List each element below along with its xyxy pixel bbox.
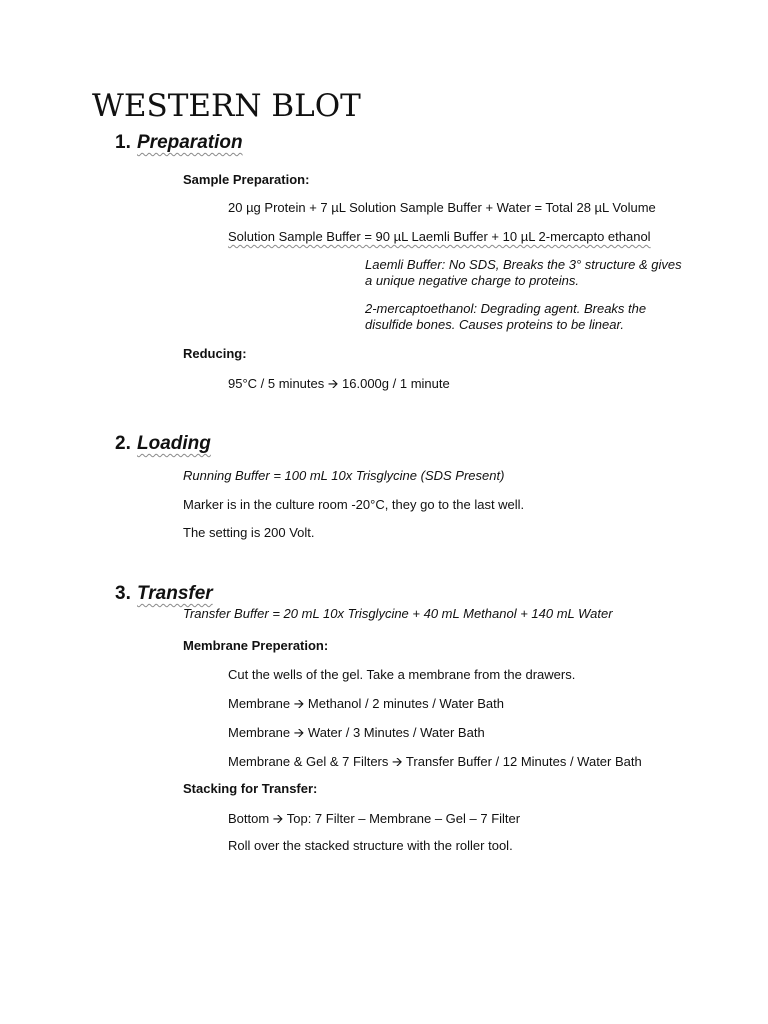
reducing-label: Reducing: [183,346,247,361]
transfer-buffer-line: Transfer Buffer = 20 mL 10x Trisglycine + 40 mL Methanol + 140 mL Water [183,606,613,621]
sample-preparation-label: Sample Preparation: [183,172,310,187]
transfer-buffer-step: Membrane & Gel & 7 Filters 🡪 Transfer Buffer / 12 Minutes / Water Bath [228,754,642,769]
section-title: Preparation [137,132,243,153]
laemli-buffer-note: Laemli Buffer: No SDS, Breaks the 3° structure & gives a unique negative charge to proteins. [365,257,682,288]
section-title: Transfer [137,583,213,604]
methanol-step: Membrane 🡪 Methanol / 2 minutes / Water Bath [228,696,504,711]
water-step: Membrane 🡪 Water / 3 Minutes / Water Bath [228,725,485,740]
section-heading-preparation [115,132,243,154]
marker-location-line: Marker is in the culture room -20°C, they go to the last well. [183,497,525,512]
roller-step: Roll over the stacked structure with the roller tool. [228,838,513,853]
stack-order-step: Bottom 🡪 Top: 7 Filter – Membrane – Gel – 7 Filter [228,811,521,826]
running-buffer-line: Running Buffer = 100 mL 10x Trisglycine (SDS Present) [183,468,505,483]
reducing-step: 95°C / 5 minutes 🡪 16.000g / 1 minute [228,376,450,391]
mercaptoethanol-note: 2-mercaptoethanol: Degrading agent. Breaks the disulfide bones. Causes proteins to be linear. [365,301,647,332]
section-number: 2. [115,433,131,454]
voltage-setting-line: The setting is 200 Volt. [183,525,315,540]
section-heading-loading [115,433,211,455]
stacking-label: Stacking for Transfer: [183,781,318,796]
sample-buffer-line: Solution Sample Buffer = 90 µL Laemli Buffer + 10 µL 2-mercapto ethanol [228,229,651,244]
document-title: WESTERN BLOT [92,88,361,124]
cut-wells-step: Cut the wells of the gel. Take a membrane from the drawers. [228,667,576,682]
protein-volume-line: 20 µg Protein + 7 µL Solution Sample Buffer + Water = Total 28 µL Volume [228,200,656,215]
section-number: 3. [115,583,131,604]
section-heading-transfer [115,583,213,605]
section-number: 1. [115,132,131,153]
section-title: Loading [137,433,211,454]
membrane-preparation-label: Membrane Preperation: [183,638,329,653]
